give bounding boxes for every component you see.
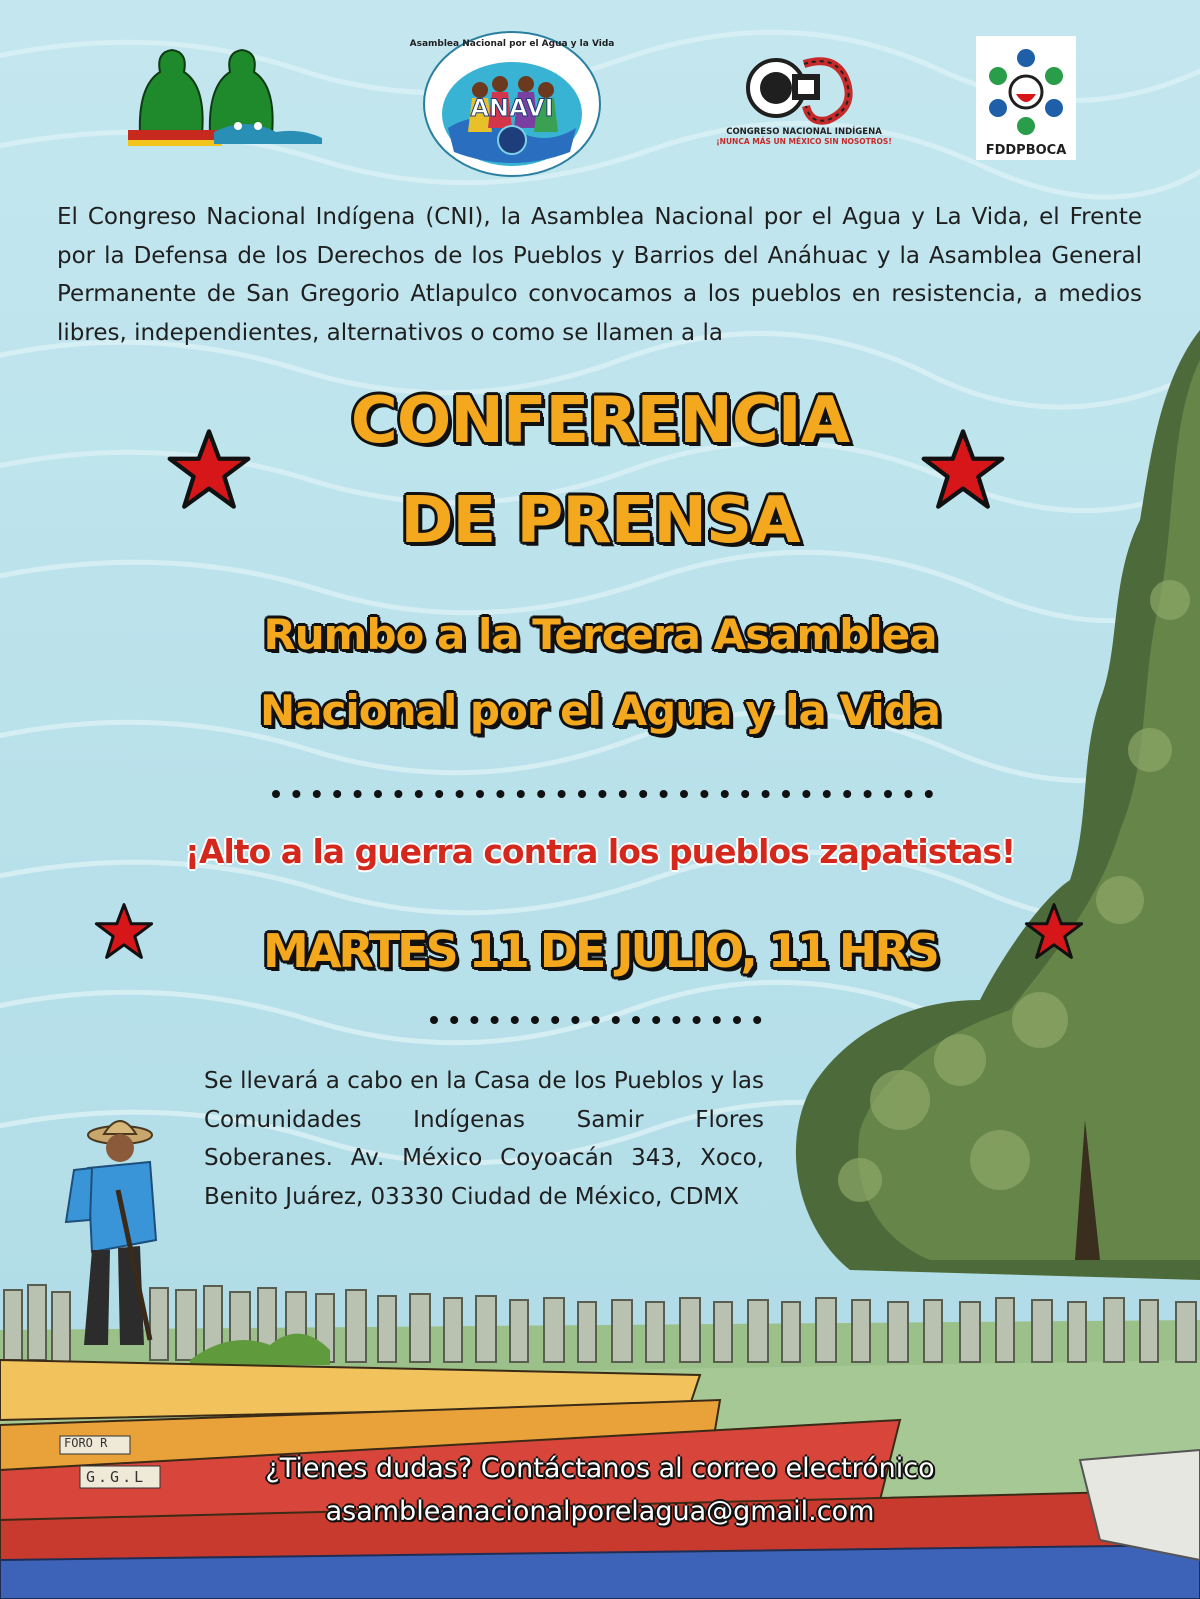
- divider-dot: [374, 790, 382, 798]
- subtitle-line-1: Rumbo a la Tercera Asamblea: [263, 610, 937, 659]
- intro-paragraph: El Congreso Nacional Indígena (CNI), la Asamblea Nacional por el Agua y La Vida, el Frente por la Defensa de los Derechos de los Pueblos y Barrios del Anáhuac y la Asamblea General Permanente de San Gregorio Atlapulco convocamos a los pueblos en resistencia, a medios libres, independientes, alternativos o como se llamen a la: [57, 204, 1142, 346]
- divider-dot: [925, 790, 933, 798]
- divider-dot: [592, 1016, 600, 1024]
- dotted-divider: [428, 1012, 768, 1028]
- divider-dot: [680, 790, 688, 798]
- divider-dot: [394, 790, 402, 798]
- divider-dot: [578, 790, 586, 798]
- dotted-divider: [270, 786, 940, 802]
- divider-dot: [333, 790, 341, 798]
- divider-dot: [450, 1016, 458, 1024]
- divider-dot: [272, 790, 280, 798]
- divider-dot: [612, 1016, 620, 1024]
- divider-dot: [762, 790, 770, 798]
- anavi-ring-text: Asamblea Nacional por el Agua y la Vida: [409, 39, 615, 49]
- star-icon: [166, 428, 252, 510]
- divider-dot: [864, 790, 872, 798]
- divider-dot: [660, 790, 668, 798]
- divider-dot: [884, 790, 892, 798]
- subtitle-line-2: Nacional por el Agua y la Vida: [259, 686, 941, 735]
- divider-dot: [435, 790, 443, 798]
- cni-logo-name: CONGRESO NACIONAL INDÍGENA: [726, 127, 882, 137]
- divider-dot: [598, 790, 606, 798]
- divider-dot: [571, 1016, 579, 1024]
- divider-dot: [354, 790, 362, 798]
- venue-paragraph: Se llevará a cabo en la Casa de los Pueblos y las Comunidades Indígenas Samir Flores Soberanes. Av. México Coyoacán 343, Xoco, Benito Juárez, 03330 Ciudad de México, CDMX: [204, 1068, 764, 1210]
- divider-dot: [292, 790, 300, 798]
- divider-dot: [904, 790, 912, 798]
- divider-dot: [511, 1016, 519, 1024]
- divider-dot: [721, 790, 729, 798]
- divider-dot: [713, 1016, 721, 1024]
- divider-dot: [313, 790, 321, 798]
- divider-dot: [496, 790, 504, 798]
- star-icon: [920, 428, 1006, 510]
- divider-dot: [558, 790, 566, 798]
- divider-dot: [470, 1016, 478, 1024]
- divider-dot: [537, 790, 545, 798]
- divider-dot: [753, 1016, 761, 1024]
- divider-dot: [430, 1016, 438, 1024]
- cni-logo-motto: ¡NUNCA MÁS UN MÉXICO SIN NOSOTROS!: [716, 137, 892, 146]
- slogan: ¡Alto a la guerra contra los pueblos zapatistas!: [184, 832, 1016, 871]
- fddpboca-logo-text: FDDPBOCA: [985, 143, 1067, 158]
- anavi-logo-text: ANAVI: [470, 94, 554, 122]
- fddpboca-logo: [976, 36, 1076, 160]
- divider-dot: [632, 1016, 640, 1024]
- divider-dot: [693, 1016, 701, 1024]
- divider-dot: [733, 1016, 741, 1024]
- divider-dot: [652, 1016, 660, 1024]
- contact-prompt: ¿Tienes dudas? Contáctanos al correo electrónico: [265, 1453, 935, 1484]
- divider-dot: [639, 790, 647, 798]
- divider-dot: [415, 790, 423, 798]
- pueblos-logo: [126, 46, 326, 150]
- divider-dot: [517, 790, 525, 798]
- divider-dot: [619, 790, 627, 798]
- divider-dot: [456, 790, 464, 798]
- event-date: MARTES 11 DE JULIO, 11 HRS: [263, 924, 937, 978]
- boat-label: G.G.L: [86, 1468, 147, 1486]
- divider-dot: [672, 1016, 680, 1024]
- boat-label: FORO R: [64, 1436, 108, 1450]
- cni-logo: [706, 44, 902, 154]
- title-line-1: CONFERENCIA: [350, 384, 850, 458]
- divider-dot: [802, 790, 810, 798]
- divider-dot: [551, 1016, 559, 1024]
- divider-dot: [782, 790, 790, 798]
- divider-dot: [823, 790, 831, 798]
- divider-dot: [491, 1016, 499, 1024]
- divider-dot: [700, 790, 708, 798]
- contact-email[interactable]: asambleanacionalporelagua@gmail.com: [325, 1496, 875, 1527]
- title-line-2: DE PRENSA: [400, 484, 800, 558]
- divider-dot: [476, 790, 484, 798]
- divider-dot: [741, 790, 749, 798]
- anavi-logo: [409, 28, 615, 178]
- divider-dot: [531, 1016, 539, 1024]
- divider-dot: [843, 790, 851, 798]
